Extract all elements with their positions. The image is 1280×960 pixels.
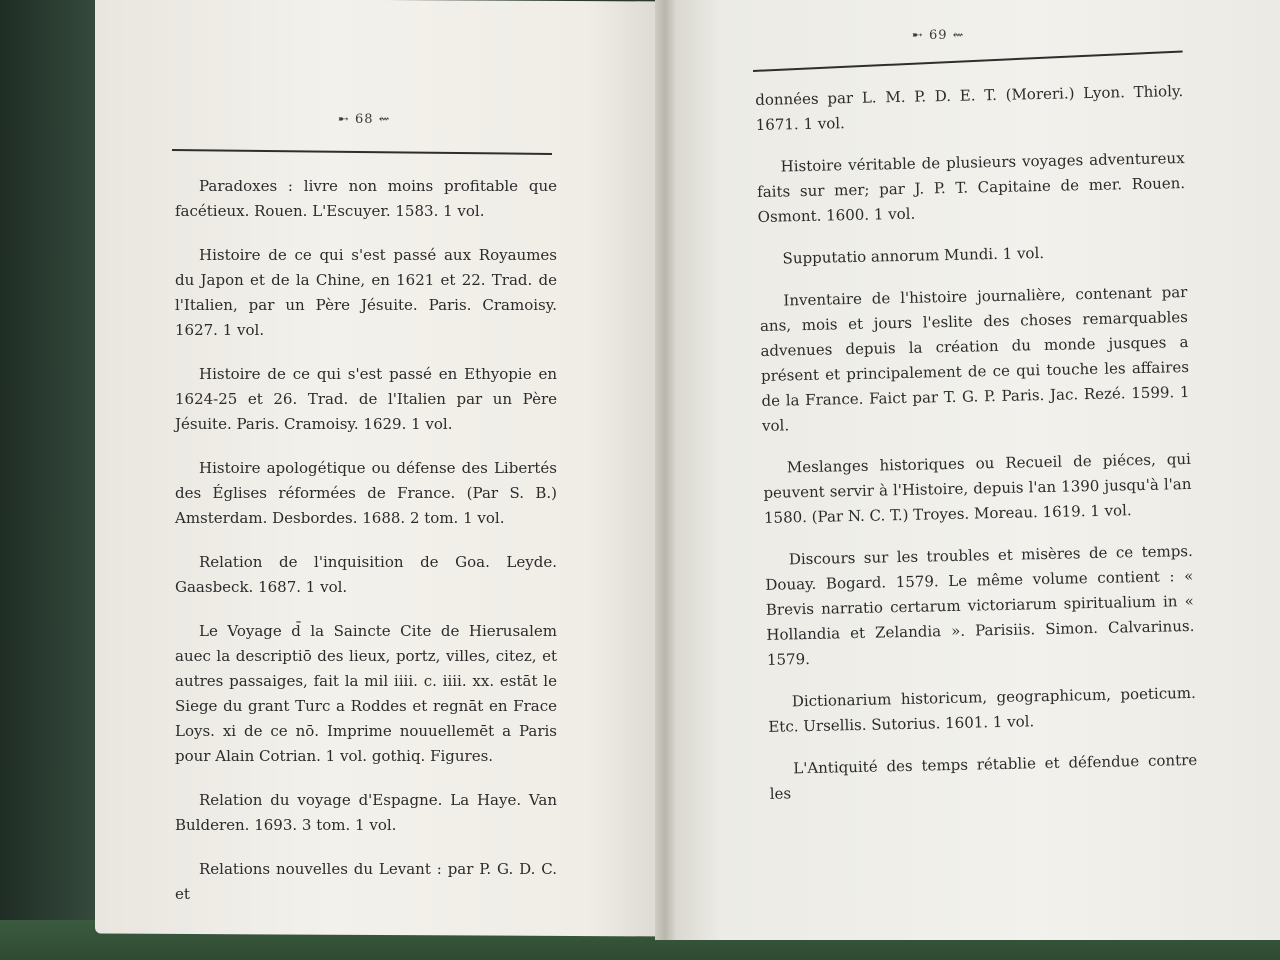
catalog-entry: Discours sur les troubles et misères de ce temps. Douay. Bogard. 1579. Le même volume contient : « Brevis narratio certarum victoriarum spiritualium in « Hollandia et Zelandia ». Parisiis. Simon. Calvarinus. 1579. (765, 541, 1195, 669)
catalog-entry: Relation du voyage d'Espagne. La Haye. Van Bulderen. 1693. 3 tom. 1 vol. (175, 791, 557, 834)
catalog-entry: Histoire de ce qui s'est passé en Ethyopie en 1624-25 et 26. Trad. de l'Italien par un Père Jésuite. Paris. Cramoisy. 1629. 1 vol. (175, 365, 557, 433)
background-left (0, 0, 110, 960)
right-page-number: ➸ 69 ⇜ (912, 28, 965, 43)
catalog-entry: données par L. M. P. D. E. T. (Moreri.) Lyon. Thioly. 1671. 1 vol. (755, 82, 1184, 134)
left-page-text (175, 174, 557, 926)
catalog-entry: Relation de l'inquisition de Goa. Leyde. Gaasbeck. 1687. 1 vol. (175, 553, 557, 596)
catalog-entry: Dictionarium historicum, geographicum, poeticum. Etc. Ursellis. Sutorius. 1601. 1 vol. (768, 683, 1196, 736)
catalog-entry: Paradoxes : livre non moins profitable que facétieux. Rouen. L'Escuyer. 1583. 1 vol. (175, 177, 557, 220)
book-gutter (655, 0, 675, 940)
left-page-number: ➸ 68 ⇜ (338, 112, 391, 127)
catalog-entry: Histoire de ce qui s'est passé aux Royaumes du Japon et de la Chine, en 1621 et 22. Trad. de l'Italien, par un Père Jésuite. Paris. Cramoisy. 1627. 1 vol. (175, 246, 557, 339)
catalog-entry: Histoire apologétique ou défense des Libertés des Églises réformées de France. (Par S. B.) Amsterdam. Desbordes. 1688. 2 tom. 1 vol. (175, 459, 557, 527)
catalog-entry: Le Voyage d̄ la Saincte Cite de Hierusalem auec la descriptiō des lieux, portz, villes, citez, et autres passaiges, fait la mil iiii. c. iiii. xx. estāt le Siege du grant Turc a Roddes et regnāt en Frace Loys. xi de ce nō. Imprime nouuellemēt a Paris pour Alain Cotrian. 1 vol. gothiq. Figures. (175, 622, 557, 765)
catalog-entry: Inventaire de l'histoire journalière, contenant par ans, mois et jours l'eslite des choses remarquables advenues depuis la création du monde jusques a présent et principalement de ce qui touche les affaires de la France. Faict par T. G. P. Paris. Jac. Rezé. 1599. 1 vol. (759, 282, 1190, 435)
right-page-text (755, 79, 1198, 824)
catalog-entry: Relations nouvelles du Levant : par P. G. D. C. et (175, 860, 557, 903)
catalog-entry: L'Antiquité des temps rétablie et défendue contre les (769, 750, 1198, 803)
catalog-entry: Histoire véritable de plusieurs voyages adventureux faits sur mer; par J. P. T. Capitaine de mer. Rouen. Osmont. 1600. 1 vol. (756, 149, 1186, 226)
catalog-entry: Meslanges historiques ou Recueil de piéces, qui peuvent servir à l'Histoire, depuis l'an 1390 jusqu'à l'an 1580. (Par N. C. T.) Troyes. Moreau. 1619. 1 vol. (763, 449, 1192, 527)
catalog-entry: Supputatio annorum Mundi. 1 vol. (782, 243, 1045, 268)
